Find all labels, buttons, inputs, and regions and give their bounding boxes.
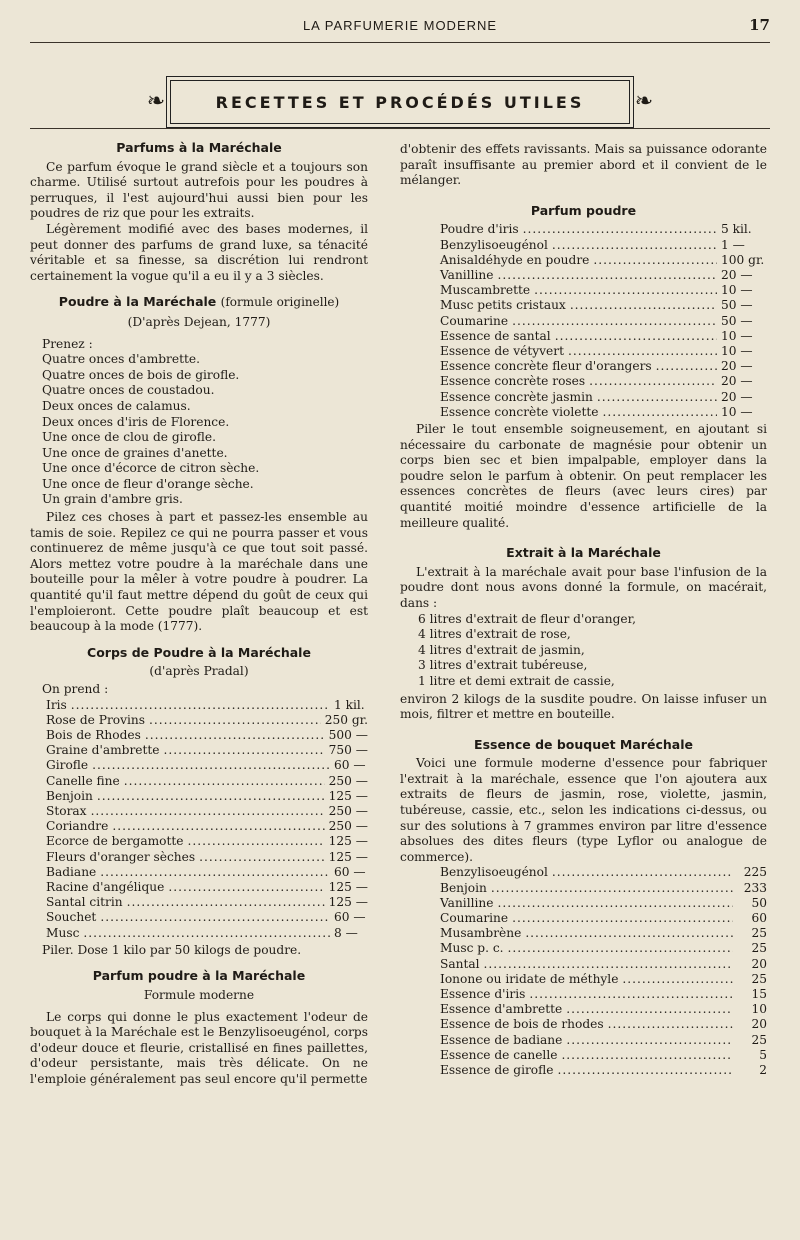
recipe-line: Quatre onces de bois de girofle. — [42, 367, 240, 382]
ingredient-name: Musc — [46, 925, 80, 940]
ingredient-qty: 50 — — [721, 298, 753, 313]
ingredient-qty: 15 — [751, 987, 767, 1002]
ingredient-name: Graine d'ambrette — [46, 743, 160, 758]
ingredient-name: Badiane — [46, 864, 97, 879]
ingredient-qty: 25 — [751, 926, 767, 941]
header-rule — [30, 42, 770, 43]
ingredient-qty: 20 — — [721, 267, 753, 282]
ingredient-name: Essence de vétyvert — [440, 344, 564, 358]
paragraph: Voici une formule moderne d'essence pour fabriquer l'extrait à la maréchale, essence que l'on ajoutera aux extraits de fleurs de jasmin, rose, violette, jasmin, tubéreuse, cassie, etc., selon les indications ci-dessus, ou sur des solutions à 7 grammes environ par litre d'essence absolues des dites fleurs (type Lyflor ou analogue de commerce). — [400, 756, 767, 864]
recipe-line: 4 litres d'extrait de jasmin, — [418, 642, 585, 657]
ingredient-name: Musc petits cristaux — [440, 298, 566, 313]
ingredient-row — [440, 881, 767, 896]
ingredient-qty: 125 — — [328, 895, 368, 910]
ingredient-row — [440, 222, 767, 237]
dot-leader — [100, 910, 330, 925]
ingredient-qty: 5 — [759, 1047, 767, 1062]
recipe-line: Une once d'écorce de citron sèche. — [42, 461, 260, 476]
ingredient-row — [46, 804, 368, 819]
ingredient-qty: 25 — [751, 941, 767, 956]
ingredient-name: Ionone ou iridate de méthyle — [440, 971, 619, 986]
ingredient-qty: 60 — — [334, 758, 366, 773]
ingredient-list — [46, 698, 368, 941]
ingredient-row — [440, 314, 767, 329]
ingredient-name: Benjoin — [46, 788, 93, 803]
ingredient-row — [440, 987, 767, 1002]
ingredient-name: Essence concrète roses — [440, 374, 586, 389]
ingredient-qty: 250 — — [328, 804, 368, 819]
section-title: Parfum poudre à la Maréchale — [92, 968, 306, 984]
ingredient-row — [440, 344, 767, 359]
ingredient-row — [440, 298, 767, 313]
ingredient-row — [46, 819, 368, 834]
dot-leader — [597, 390, 717, 405]
ingredient-qty: 20 — — [721, 374, 753, 389]
dot-leader — [555, 329, 717, 344]
ingredient-name: Coumarine — [440, 313, 509, 328]
recipe-line: Une once de fleur d'orange sèche. — [42, 476, 254, 491]
ingredient-name: Santal citrin — [46, 895, 123, 910]
ingredient-row — [440, 865, 767, 880]
ingredient-qty: 100 gr. — [721, 252, 765, 267]
ingredient-row — [440, 253, 767, 268]
ingredient-name: Poudre d'iris — [440, 222, 519, 237]
ingredient-row — [440, 1017, 767, 1032]
ingredient-qty: 250 — — [328, 773, 368, 788]
dot-leader — [149, 713, 321, 728]
dot-leader — [561, 1048, 733, 1063]
left-ornament-icon: ❧ — [146, 89, 166, 114]
dot-leader — [566, 1002, 733, 1017]
ingredient-row — [440, 374, 767, 389]
ingredient-qty: 8 — — [334, 925, 358, 940]
dot-leader — [529, 987, 733, 1002]
ingredient-qty: 125 — — [328, 849, 368, 864]
recipe-line: Quatre onces d'ambrette. — [42, 352, 200, 367]
section-title: Parfums à la Maréchale — [116, 140, 282, 155]
dot-leader — [523, 222, 717, 237]
ingredient-qty: 250 — — [328, 819, 368, 834]
dot-leader — [83, 926, 330, 941]
right-column — [400, 142, 767, 1080]
ingredient-name: Canelle fine — [46, 773, 120, 788]
ingredient-row — [46, 880, 368, 895]
ingredient-name: Essence de canelle — [440, 1047, 558, 1062]
ingredient-row — [46, 698, 368, 713]
ingredient-qty: 1 kil. — [334, 697, 365, 712]
ingredient-name: Essence d'ambrette — [440, 1002, 563, 1017]
section-title-note: (formule originelle) — [220, 295, 340, 310]
dot-leader — [534, 283, 717, 298]
ingredient-row — [46, 895, 368, 910]
ingredient-qty: 60 — — [334, 864, 366, 879]
ingredient-list — [440, 865, 767, 1078]
dot-leader — [92, 758, 330, 773]
running-title: LA PARFUMERIE MODERNE — [302, 18, 498, 33]
ingredient-qty: 50 — [751, 895, 767, 910]
section-subtitle: (D'après Dejean, 1777) — [127, 314, 271, 329]
recipe-line: 6 litres d'extrait de fleur d'oranger, — [418, 611, 636, 626]
ingredient-name: Muscambrette — [440, 283, 531, 298]
dot-leader — [112, 819, 324, 834]
ingredient-row — [440, 405, 767, 420]
recipe-line: 3 litres d'extrait tubéreuse, — [418, 658, 588, 673]
ingredient-row — [46, 850, 368, 865]
ingredient-name: Iris — [46, 697, 67, 712]
dot-leader — [570, 298, 717, 313]
ingredient-qty: 10 — — [721, 283, 753, 298]
ingredient-qty: 10 — — [721, 404, 753, 419]
ingredient-qty: 2 — [759, 1063, 767, 1078]
recipe-line: Prenez : — [42, 336, 93, 351]
dot-leader — [552, 865, 733, 880]
ingredient-row — [440, 972, 767, 987]
ingredient-row — [440, 238, 767, 253]
dot-leader — [552, 238, 717, 253]
ingredient-name: Ecorce de bergamotte — [46, 834, 184, 849]
ingredient-qty: 125 — — [328, 834, 368, 849]
ingredient-qty: 125 — — [328, 880, 368, 895]
recipe-intro: On prend : — [42, 682, 109, 696]
paragraph: environ 2 kilogs de la susdite poudre. On laisse infuser un mois, filtrer et mettre en bouteille. — [400, 691, 767, 722]
dot-leader — [71, 698, 330, 713]
recipe-line: Une once de graines d'anette. — [42, 445, 228, 460]
dot-leader — [512, 314, 717, 329]
ingredient-name: Santal — [440, 956, 480, 971]
dot-leader — [199, 850, 325, 865]
ingredient-name: Essence de girofle — [440, 1063, 554, 1078]
paragraph: Ce parfum évoque le grand siècle et a toujours son charme. Utilisé surtout autrefois pour les poudres à perruques, il l'est aujourd'hui aussi bien pour les poudres de riz que pour les extraits. — [30, 159, 368, 221]
section-subtitle: (d'après Pradal) — [149, 664, 249, 679]
dot-leader — [589, 374, 717, 389]
section-banner — [145, 80, 655, 124]
ingredient-row — [440, 1048, 767, 1063]
ingredient-qty: 20 — — [721, 359, 753, 374]
ingredient-name: Fleurs d'oranger sèches — [46, 849, 196, 864]
dot-leader — [97, 789, 325, 804]
ingredient-name: Storax — [46, 804, 87, 819]
left-column — [30, 140, 368, 1088]
ingredient-name: Anisaldéhyde en poudre — [440, 252, 590, 267]
ingredient-list — [440, 222, 767, 420]
dot-leader — [484, 957, 733, 972]
section-title: Extrait à la Maréchale — [506, 545, 661, 561]
ingredient-row — [440, 1033, 767, 1048]
dot-leader — [656, 359, 717, 374]
ingredient-name: Benzylisoeugénol — [440, 237, 548, 252]
banner-rule — [30, 128, 770, 129]
ingredient-row — [46, 789, 368, 804]
dot-leader — [145, 728, 325, 743]
ingredient-name: Essence de badiane — [440, 1032, 563, 1047]
ingredient-name: Essence d'iris — [440, 987, 526, 1002]
ingredient-row — [46, 728, 368, 743]
ingredient-name: Essence concrète jasmin — [440, 389, 593, 404]
ingredient-name: Musambrène — [440, 926, 522, 941]
ingredient-qty: 750 — — [328, 743, 368, 758]
dot-leader — [127, 895, 325, 910]
dot-leader — [557, 1063, 733, 1078]
ingredient-row — [440, 359, 767, 374]
ingredient-qty: 20 — [751, 956, 767, 971]
ingredient-name: Racine d'angélique — [46, 880, 165, 895]
ingredient-qty: 225 — [743, 865, 767, 880]
ingredient-name: Bois de Rhodes — [46, 728, 141, 742]
paragraph: Pilez ces choses à part et passez-les ensemble au tamis de soie. Repilez ce qui ne pourra passer et vous continuerez de même jusqu'à ce que tout soit passé. Alors mettez votre poudre à la maréchale dans une bouteille pour la mêler à votre poudre à poudrer. La quantité qu'il faut mettre dépend du goût de ceux qui l'emploieront. Cette poudre plaît beaucoup et est beaucoup à la mode (1777). — [30, 510, 368, 634]
ingredient-name: Coumarine — [440, 911, 509, 926]
ingredient-row — [46, 774, 368, 789]
dot-leader — [525, 926, 733, 941]
paragraph: Le corps qui donne le plus exactement l'odeur de bouquet à la Maréchale est le Benzylisoeugénol, corps d'odeur douce et fleurie, cristallisé en fines paillettes, d'odeur persistante, mais très délicate. On ne l'emploie généralement pas seul encore qu'il permette — [30, 1009, 368, 1086]
dot-leader — [497, 268, 717, 283]
dot-leader — [508, 941, 733, 956]
ingredient-row — [440, 390, 767, 405]
dot-leader — [622, 972, 733, 987]
ingredient-name: Benzylisoeugénol — [440, 865, 548, 880]
ingredient-row — [440, 957, 767, 972]
ingredient-qty: 25 — [751, 971, 767, 986]
banner-title: RECETTES ET PROCÉDÉS UTILES — [215, 92, 585, 112]
recipe-lines — [418, 612, 767, 690]
right-ornament-icon: ❧ — [634, 89, 654, 114]
ingredient-row — [46, 713, 368, 728]
ingredient-name: Musc p. c. — [440, 941, 504, 956]
ingredient-row — [440, 896, 767, 911]
recipe-line: 1 litre et demi extrait de cassie, — [418, 673, 615, 688]
dot-leader — [593, 253, 717, 268]
ingredient-row — [440, 926, 767, 941]
dot-leader — [124, 774, 325, 789]
dot-leader — [608, 1017, 733, 1032]
ingredient-name: Essence concrète fleur d'orangers — [440, 359, 652, 374]
ingredient-qty: 20 — [751, 1017, 767, 1032]
ingredient-qty: 250 gr. — [324, 712, 368, 727]
ingredient-name: Vanilline — [440, 895, 494, 910]
section-title: Essence de bouquet Maréchale — [474, 736, 693, 752]
dot-leader — [566, 1033, 733, 1048]
ingredient-name: Essence concrète violette — [440, 404, 599, 419]
ingredient-row — [440, 911, 767, 926]
ingredient-qty: 1 — — [721, 237, 745, 252]
paragraph: d'obtenir des effets ravissants. Mais sa puissance odorante paraît insuffisante au premier abord et il convient de le mélanger. — [400, 142, 767, 188]
ingredient-qty: 25 — [751, 1032, 767, 1047]
ingredient-qty: 10 — [751, 1002, 767, 1017]
recipe-line: Un grain d'ambre gris. — [42, 492, 183, 507]
ingredient-qty: 125 — — [328, 788, 368, 803]
ingredient-qty: 500 — — [328, 728, 368, 742]
ingredient-row — [440, 329, 767, 344]
ingredient-row — [46, 834, 368, 849]
ingredient-qty: 233 — [743, 880, 767, 895]
recipe-line: Quatre onces de coustadou. — [42, 383, 215, 398]
ingredient-qty: 60 — — [334, 910, 366, 925]
ingredient-qty: 10 — — [721, 328, 753, 343]
section-title: Parfum poudre — [530, 202, 637, 218]
recipe-lines — [42, 337, 368, 509]
dot-leader — [163, 743, 324, 758]
ingredient-qty: 60 — [751, 911, 767, 926]
ingredient-row — [440, 283, 767, 298]
ingredient-qty: 5 kil. — [721, 222, 752, 237]
ingredient-row — [46, 758, 368, 773]
ingredient-name: Essence de santal — [440, 328, 551, 343]
ingredient-qty: 10 — — [721, 344, 753, 358]
dot-leader — [100, 865, 330, 880]
dot-leader — [188, 834, 325, 849]
ingredient-name: Souchet — [46, 910, 97, 925]
paragraph: Légèrement modifié avec des bases modernes, il peut donner des parfums de grand luxe, sa ténacité véritable et sa finesse, sa discrétion lui rendront certainement la vogue qu'il a eu il y a 3 siècles. — [30, 221, 368, 283]
recipe-line: Deux onces d'iris de Florence. — [42, 414, 230, 429]
recipe-line: Deux onces de calamus. — [42, 398, 191, 413]
recipe-note: Piler. Dose 1 kilo par 50 kilogs de poudre. — [42, 942, 302, 957]
ingredient-row — [46, 910, 368, 925]
ingredient-qty: 50 — — [721, 313, 753, 328]
recipe-line: Une once de clou de girofle. — [42, 430, 216, 445]
ingredient-row — [46, 926, 368, 941]
ingredient-name: Coriandre — [46, 819, 109, 834]
recipe-line: 4 litres d'extrait de rose, — [418, 627, 571, 642]
ingredient-row — [440, 268, 767, 283]
paragraph: Piler le tout ensemble soigneusement, en ajoutant si nécessaire du carbonate de magnésie pour obtenir un corps bien sec et bien impalpable, employer dans la poudre selon le parfum à obtenir. On peut remplacer les essences concrètes de fleurs (avec leurs cires) par quantité moitié moindre d'essence artificielle de la meilleure qualité. — [400, 422, 767, 530]
dot-leader — [512, 911, 733, 926]
ingredient-qty: 20 — — [721, 389, 753, 404]
page-number: 17 — [749, 16, 770, 34]
ingredient-row — [46, 865, 368, 880]
dot-leader — [491, 881, 733, 896]
ingredient-row — [46, 743, 368, 758]
ingredient-name: Benjoin — [440, 880, 487, 895]
ingredient-row — [440, 1002, 767, 1017]
section-title-text: Poudre à la Maréchale — [58, 294, 217, 310]
dot-leader — [168, 880, 324, 895]
ingredient-row — [440, 1063, 767, 1078]
dot-leader — [497, 896, 733, 911]
dot-leader — [568, 344, 717, 359]
ingredient-name: Essence de bois de rhodes — [440, 1017, 604, 1032]
dot-leader — [602, 405, 717, 420]
ingredient-name: Rose de Provins — [46, 712, 145, 727]
ingredient-name: Girofle — [46, 758, 89, 773]
dot-leader — [91, 804, 325, 819]
section-subtitle: Formule moderne — [143, 988, 255, 1003]
ingredient-row — [440, 941, 767, 956]
paragraph: L'extrait à la maréchale avait pour base l'infusion de la poudre dont nous avons donné la formule, on macérait, dans : — [400, 564, 767, 610]
section-title: Corps de Poudre à la Maréchale — [87, 644, 311, 660]
section-title — [30, 294, 368, 311]
banner-box — [170, 80, 630, 124]
ingredient-name: Vanilline — [440, 267, 494, 282]
